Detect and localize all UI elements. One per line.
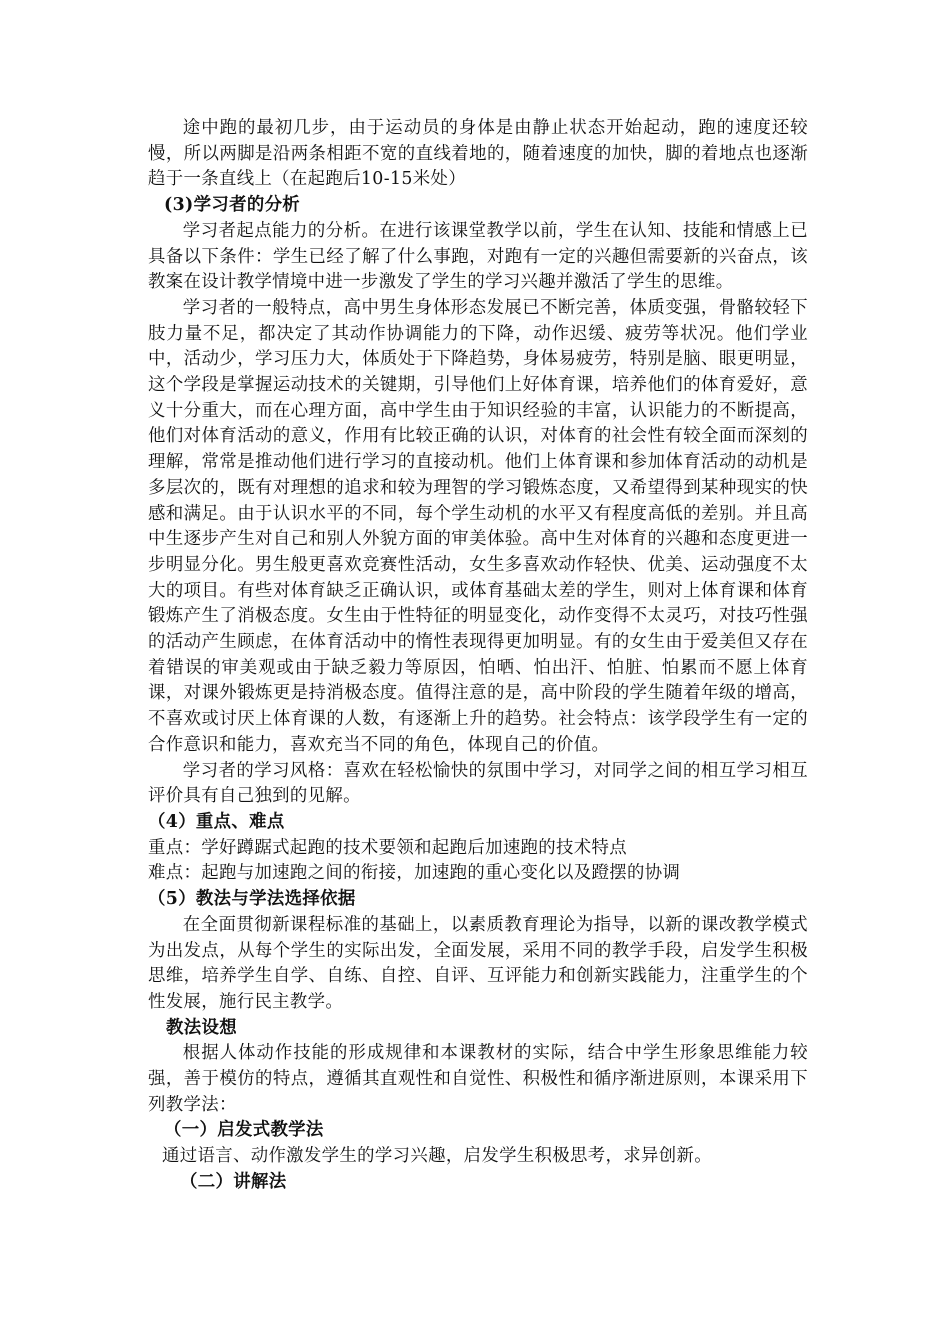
paragraph-heuristic-method: 通过语言、动作激发学生的学习兴趣，启发学生积极思考，求异创新。: [162, 1146, 712, 1167]
paragraph-learning-style: 学习者的学习风格：喜欢在轻松愉快的氛围中学习，对同学之间的相互学习相互评价具有自己独到的见解。: [148, 760, 808, 807]
paragraph-teaching-basis: 在全面贯彻新课程标准的基础上，以素质教育理论为指导，以新的课改教学模式为出发点，从每个学生的实际出发，全面发展，采用不同的教学手段，启发学生积极思维，培养学生自学、自练、自控、自评、互评能力和创新实践能力，注重学生的个性发展，施行民主教学。: [148, 914, 808, 1012]
key-point-line: 重点：学好蹲踞式起跑的技术要领和起跑后加速跑的技术特点: [148, 837, 627, 858]
heading-learner-analysis: (3)学习者的分析: [164, 195, 301, 216]
paragraph-mid-race: 途中跑的最初几步，由于运动员的身体是由静止状态开始起动，跑的速度还较慢，所以两脚是沿两条相距不宽的直线着地的，随着速度的加快，脚的着地点也逐渐趋于一条直线上（在起跑后10-15米处）: [148, 118, 808, 190]
difficulty-line: 难点：起跑与加速跑之间的衔接，加速跑的重心变化以及蹬摆的协调: [148, 863, 681, 884]
heading-teaching-ideas: 教法设想: [166, 1017, 237, 1038]
document-body: [148, 116, 808, 1196]
paragraph-teaching-ideas: 根据人体动作技能的形成规律和本课教材的实际，结合中学生形象思维能力较强，善于模仿的特点，遵循其直观性和自觉性、积极性和循序渐进原则，本课采用下列教学法：: [148, 1043, 808, 1115]
heading-key-points: （4）重点、难点: [148, 811, 285, 832]
paragraph-general-characteristics: 学习者的一般特点，高中男生身体形态发展已不断完善，体质变强，骨骼较轻下肢力量不足，都决定了其动作协调能力的下降，动作迟缓、疲劳等状况。他们学业中，活动少，学习压力大，体质处于下降趋势，身体易疲劳，特别是脑、眼更明显，这个学段是掌握运动技术的关键期，引导他们上好体育课，培养他们的体育爱好，意义十分重大，而在心理方面，高中学生由于知识经验的丰富，认识能力的不断提高，他们对体育活动的意义，作用有比较正确的认识，对体育的社会性有较全面而深刻的理解，常常是推动他们进行学习的直接动机。他们上体育课和参加体育活动的动机是多层次的，既有对理想的追求和较为理智的学习锻炼态度，又希望得到某种现实的快感和满足。由于认识水平的不同，每个学生动机的水平又有程度高低的差别。并且高中生逐步产生对自己和别人外貌方面的审美体验。高中生对体育的兴趣和态度更进一步明显分化。男生般更喜欢竞赛性活动，女生多喜欢动作轻快、优美、运动强度不太大的项目。有些对体育缺乏正确认识，或体育基础太差的学生，则对上体育课和体育锻炼产生了消极态度。女生由于性特征的明显变化，动作变得不太灵巧，对技巧性强的活动产生顾虑，在体育活动中的惰性表现得更加明显。有的女生由于爱美但又存在着错误的审美观或由于缺乏毅力等原因，怕晒、怕出汗、怕脏、怕累而不愿上体育课，对课外锻炼更是持消极态度。值得注意的是，高中阶段的学生随着年级的增高，不喜欢或讨厌上体育课的人数，有逐渐上升的趋势。社会特点：该学段学生有一定的合作意识和能力，喜欢充当不同的角色，体现自己的价值。: [148, 297, 808, 755]
heading-heuristic-method: （一）启发式教学法: [164, 1120, 324, 1141]
paragraph-starting-ability: 学习者起点能力的分析。在进行该课堂教学以前，学生在认知、技能和情感上已具备以下条件：学生已经了解了什么事跑，对跑有一定的兴趣但需要新的兴奋点，该教案在设计教学情境中进一步激发了学生的学习兴趣并激活了学生的思维。: [148, 220, 808, 293]
heading-teaching-basis: （5）教法与学法选择依据: [148, 889, 356, 910]
heading-explanation-method: （二）讲解法: [180, 1171, 287, 1192]
